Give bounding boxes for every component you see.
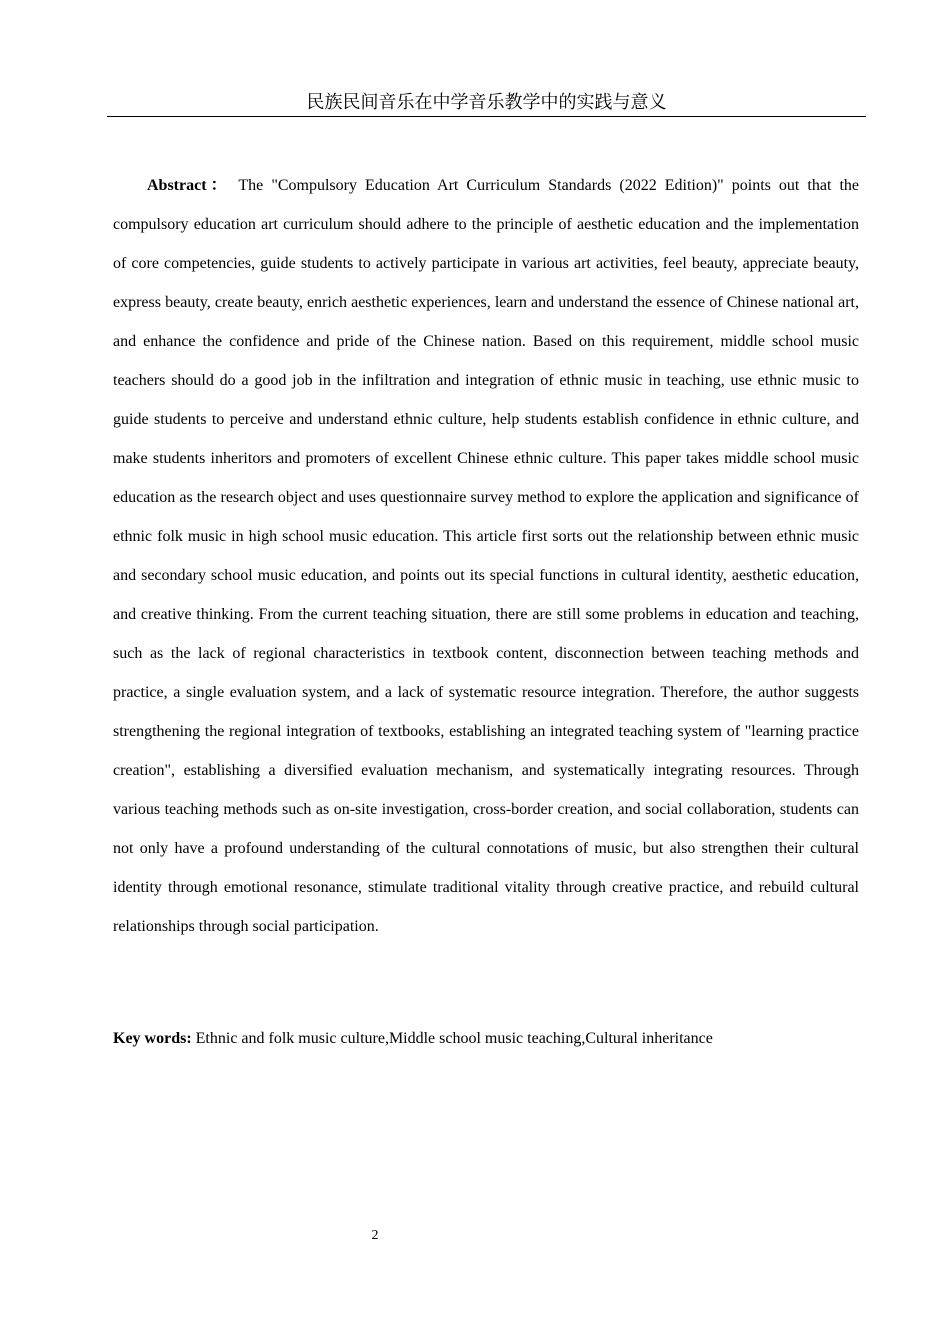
abstract-paragraph	[113, 166, 859, 946]
keywords-text: Ethnic and folk music culture,Middle school music teaching,Cultural inheritance	[191, 1030, 713, 1047]
abstract-label: Abstract：	[147, 177, 231, 194]
keywords-label: Key words:	[113, 1030, 192, 1047]
abstract-text: The "Compulsory Education Art Curriculum Standards (2022 Edition)" points out that the compulsory education art curriculum should adhere to the principle of aesthetic education and the implementation of core competencies, guide students to actively participate in various art activities, feel beauty, appreciate beauty, express beauty, create beauty, enrich aesthetic experiences, learn and understand the essence of Chinese national art, and enhance the confidence and pride of the Chinese nation. Based on this requirement, middle school music teachers should do a good job in the infiltration and integration of ethnic music in teaching, use ethnic music to guide students to perceive and understand ethnic culture, help students establish confidence in ethnic culture, and make students inheritors and promoters of excellent Chinese ethnic culture. This paper takes middle school music education as the research object and uses questionnaire survey method to explore the application and significance of ethnic folk music in high school music education. This article first sorts out the relationship between ethnic music and secondary school music education, and points out its special functions in cultural identity, aesthetic education, and creative thinking. From the current teaching situation, there are still some problems in education and teaching, such as the lack of regional characteristics in textbook content, disconnection between teaching methods and practice, a single evaluation system, and a lack of systematic resource integration. Therefore, the author suggests strengthening the regional integration of textbooks, establishing an integrated teaching system of "learning practice creation", establishing a diversified evaluation mechanism, and systematically integrating resources. Through various teaching methods such as on-site investigation, cross-border creation, and social collaboration, students can not only have a profound understanding of the cultural connotations of music, but also strengthen their cultural identity through emotional resonance, stimulate traditional vitality through creative practice, and rebuild cultural relationships through social participation.	[113, 177, 860, 935]
running-header: 民族民间音乐在中学音乐教学中的实践与意义	[107, 91, 866, 117]
keywords-line	[113, 1027, 859, 1051]
page-number: 2	[371, 1228, 379, 1243]
